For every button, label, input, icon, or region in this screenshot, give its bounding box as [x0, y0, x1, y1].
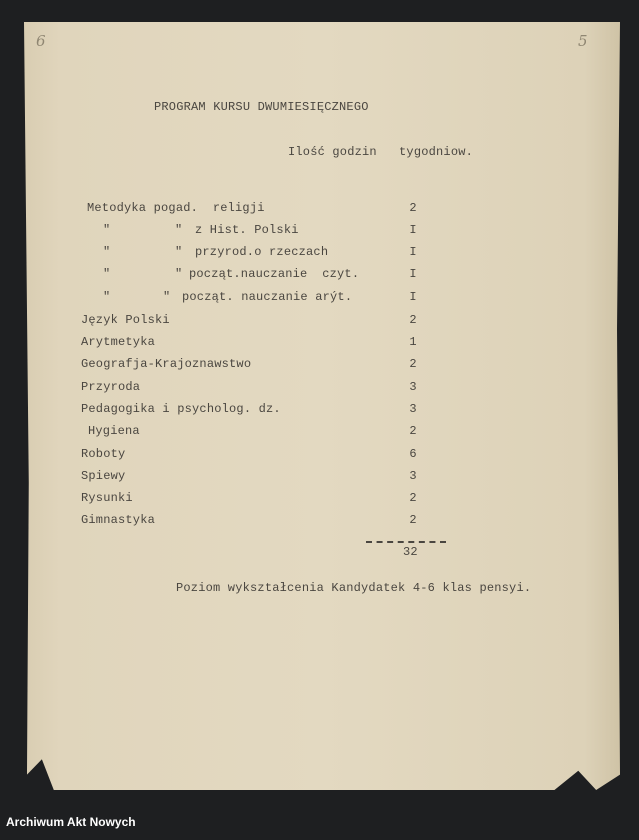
subject-label: Roboty	[81, 447, 126, 461]
archive-watermark: Archiwum Akt Nowych	[6, 815, 136, 829]
total-hours: 32	[403, 545, 418, 559]
hours-value: 2	[409, 357, 417, 371]
hours-value: I	[409, 267, 417, 281]
ditto-mark: "	[175, 245, 183, 259]
education-note: Poziom wykształcenia Kandydatek 4-6 klas pensyi.	[176, 581, 532, 595]
hours-value: 2	[409, 513, 417, 527]
hours-value: 3	[409, 402, 417, 416]
hours-value: 6	[409, 447, 417, 461]
subject-label: Przyroda	[81, 380, 141, 394]
ditto-mark: "	[103, 267, 111, 281]
document-title: PROGRAM KURSU DWUMIESIĘCZNEGO	[154, 100, 369, 114]
page-number-left: 6	[36, 32, 46, 50]
hours-value: I	[409, 223, 417, 237]
hours-value: 3	[409, 380, 417, 394]
subject-label: począt. nauczanie arýt.	[182, 290, 353, 304]
subject-label: Hygiena	[88, 424, 140, 438]
ditto-mark: "	[103, 290, 111, 304]
hours-value: 2	[409, 424, 417, 438]
hours-value: 3	[409, 469, 417, 483]
ditto-mark: "	[103, 245, 111, 259]
ditto-mark: "	[103, 223, 111, 237]
ditto-mark: "	[175, 267, 183, 281]
hours-value: 2	[409, 313, 417, 327]
subject-label: Pedagogika i psycholog. dz.	[81, 402, 281, 416]
hours-value: 1	[409, 335, 417, 349]
subject-label: Rysunki	[81, 491, 133, 505]
subject-label: Spiewy	[81, 469, 126, 483]
subject-label: Gimnastyka	[81, 513, 156, 527]
ditto-mark: "	[163, 290, 171, 304]
hours-value: 2	[409, 491, 417, 505]
subject-label: przyrod.o rzeczach	[195, 245, 329, 259]
subject-label: Metodyka pogad. religji	[87, 201, 265, 215]
ditto-mark: "	[175, 223, 183, 237]
subject-label: Geografja-Krajoznawstwo	[81, 357, 252, 371]
sum-rule	[366, 541, 446, 543]
subject-label: z Hist. Polski	[195, 223, 299, 237]
hours-value: 2	[409, 201, 417, 215]
hours-value: I	[409, 290, 417, 304]
subject-label: począt.nauczanie czyt.	[189, 267, 360, 281]
page-number-right: 5	[578, 32, 588, 50]
hours-value: I	[409, 245, 417, 259]
subject-label: Arytmetyka	[81, 335, 156, 349]
subject-label: Język Polski	[81, 313, 170, 327]
column-header: Ilość godzin tygodniow.	[288, 145, 474, 159]
